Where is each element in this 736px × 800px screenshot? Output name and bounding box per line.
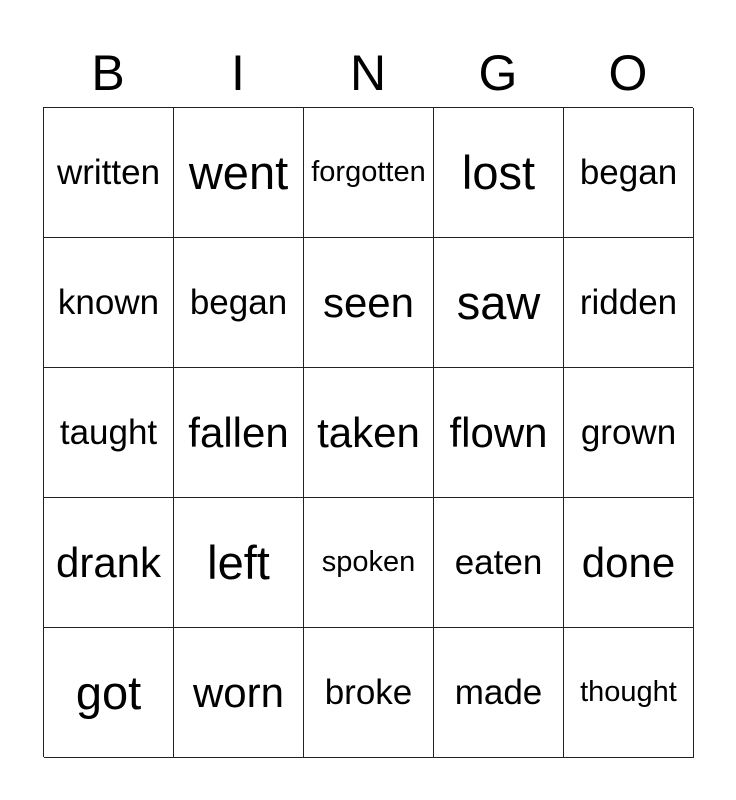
bingo-board (43, 107, 693, 757)
bingo-cell-r4-c0[interactable]: got (44, 628, 174, 758)
bingo-cell-r3-c4[interactable]: done (564, 498, 694, 628)
bingo-cell-r3-c1[interactable]: left (174, 498, 304, 628)
bingo-cell-r4-c3[interactable]: made (434, 628, 564, 758)
bingo-cell-r0-c2[interactable]: forgotten (304, 108, 434, 238)
bingo-cell-r3-c0[interactable]: drank (44, 498, 174, 628)
bingo-cell-r0-c1[interactable]: went (174, 108, 304, 238)
bingo-cell-r2-c1[interactable]: fallen (174, 368, 304, 498)
bingo-cell-r4-c4[interactable]: thought (564, 628, 694, 758)
bingo-cell-r1-c1[interactable]: began (174, 238, 304, 368)
bingo-cell-r1-c4[interactable]: ridden (564, 238, 694, 368)
header-letter-b: B (91, 45, 125, 101)
bingo-cell-r3-c2[interactable]: spoken (304, 498, 434, 628)
bingo-cell-r3-c3[interactable]: eaten (434, 498, 564, 628)
bingo-cell-r4-c2[interactable]: broke (304, 628, 434, 758)
bingo-cell-r1-c0[interactable]: known (44, 238, 174, 368)
header-letter-o: O (608, 45, 648, 101)
bingo-cell-r0-c3[interactable]: lost (434, 108, 564, 238)
bingo-cell-r1-c3[interactable]: saw (434, 238, 564, 368)
bingo-cell-r2-c4[interactable]: grown (564, 368, 694, 498)
bingo-cell-r0-c4[interactable]: began (564, 108, 694, 238)
bingo-cell-r2-c0[interactable]: taught (44, 368, 174, 498)
header-letter-i: I (231, 45, 245, 101)
bingo-cell-r4-c1[interactable]: worn (174, 628, 304, 758)
bingo-cell-r2-c3[interactable]: flown (434, 368, 564, 498)
bingo-cell-r1-c2[interactable]: seen (304, 238, 434, 368)
bingo-cell-r0-c0[interactable]: written (44, 108, 174, 238)
header-letter-n: N (349, 45, 387, 101)
bingo-cell-r2-c2[interactable]: taken (304, 368, 434, 498)
header-letter-g: G (478, 45, 518, 101)
bingo-header (43, 40, 693, 106)
